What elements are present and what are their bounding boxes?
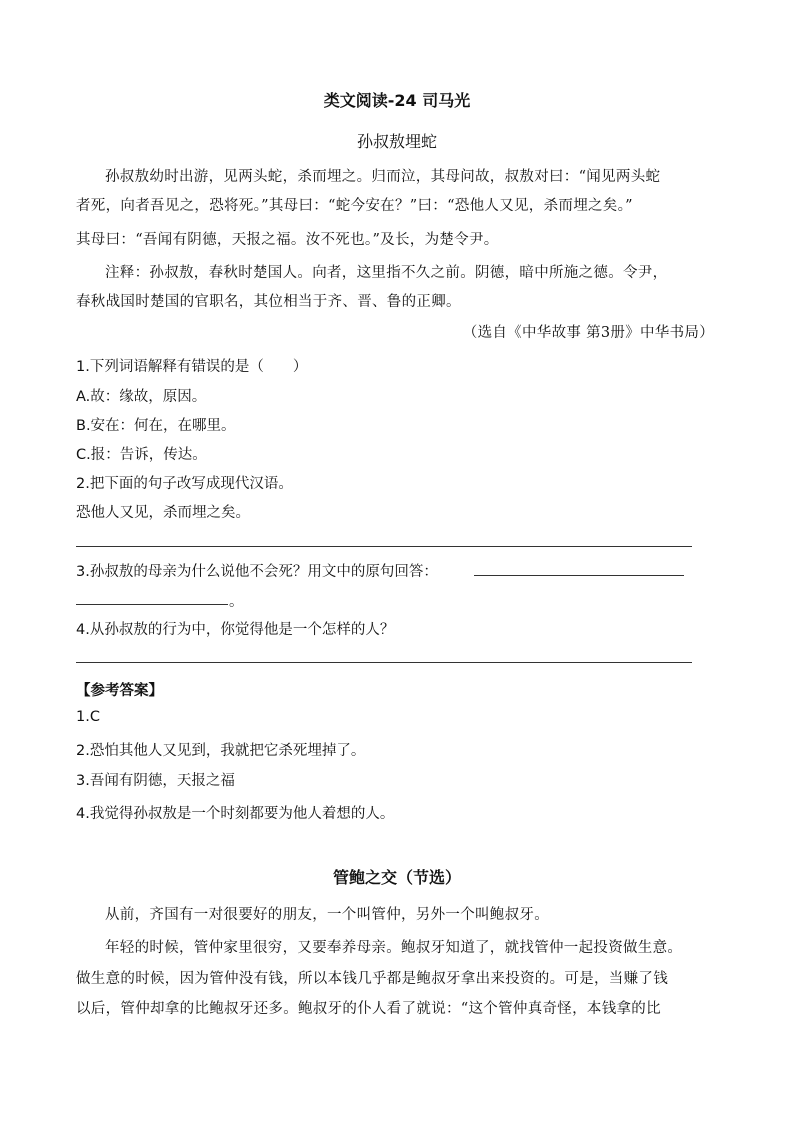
answer-line[interactable] [76,604,228,605]
answer-line[interactable] [76,662,692,663]
passage-1-note: 注释：孙叔敖，春秋时楚国人。向者，这里指不久之前。阴德，暗中所施之德。令尹， [105,265,668,281]
question-1-option: C.报：告诉，传达。 [76,447,207,463]
passage-1-line: 孙叔敖幼时出游，见两头蛇，杀而埋之。归而泣，其母问故，叔敖对曰：“闻见两头蛇 [105,169,661,185]
answer-item: 4.我觉得孙叔敖是一个时刻都要为他人着想的人。 [76,806,395,822]
question-2: 2.把下面的句子改写成现代汉语。 [76,476,293,492]
question-1: 1.下列词语解释有错误的是（ ） [76,359,308,375]
question-3-end: 。 [229,594,244,610]
answers-heading: 【参考答案】 [76,683,163,699]
passage-1-note: 春秋战国时楚国的官职名，其位相当于齐、晋、鲁的正卿。 [76,294,461,310]
passage-1-source: （选自《中华故事 第3册》中华书局） [462,325,714,341]
answer-line[interactable] [76,546,692,547]
document-title: 类文阅读-24 司马光 [323,91,471,110]
passage-2-line: 以后，管仲却拿的比鲍叔牙还多。鲍叔牙的仆人看了就说：“这个管仲真奇怪，本钱拿的比 [76,1001,661,1017]
passage-2-line: 做生意的时候，因为管仲没有钱，所以本钱几乎都是鲍叔牙拿出来投资的。可是，当赚了钱 [76,971,668,987]
passage-2-line: 年轻的时候，管仲家里很穷，又要奉养母亲。鲍叔牙知道了，就找管仲一起投资做生意。 [105,940,683,956]
question-1-option: A.故：缘故，原因。 [76,389,207,405]
passage-2-title: 管鲍之交（节选） [332,868,461,887]
passage-2-line: 从前，齐国有一对很要好的朋友，一个叫管仲，另外一个叫鲍叔牙。 [105,907,549,923]
answer-item: 2.恐怕其他人又见到，我就把它杀死埋掉了。 [76,743,366,759]
question-1-option: B.安在：何在，在哪里。 [76,418,236,434]
answer-line[interactable] [474,575,684,576]
question-3: 3.孙叔敖的母亲为什么说他不会死？用文中的原句回答： [76,564,438,580]
passage-1-line: 其母曰：“吾闻有阴德，天报之福。汝不死也。”及长，为楚令尹。 [76,232,499,248]
answer-item: 3.吾闻有阴德，天报之福 [76,773,235,789]
answer-item: 1.C [76,709,100,725]
question-2-sentence: 恐他人又见，杀而埋之矣。 [76,505,250,521]
passage-1-line: 者死，向者吾见之，恐将死。”其母曰：“蛇今安在？”曰：“恐他人又见，杀而埋之矣。” [76,198,633,214]
question-4: 4.从孙叔敖的行为中，你觉得他是一个怎样的人？ [76,622,395,638]
passage-1-title: 孙叔敖埋蛇 [356,132,437,151]
